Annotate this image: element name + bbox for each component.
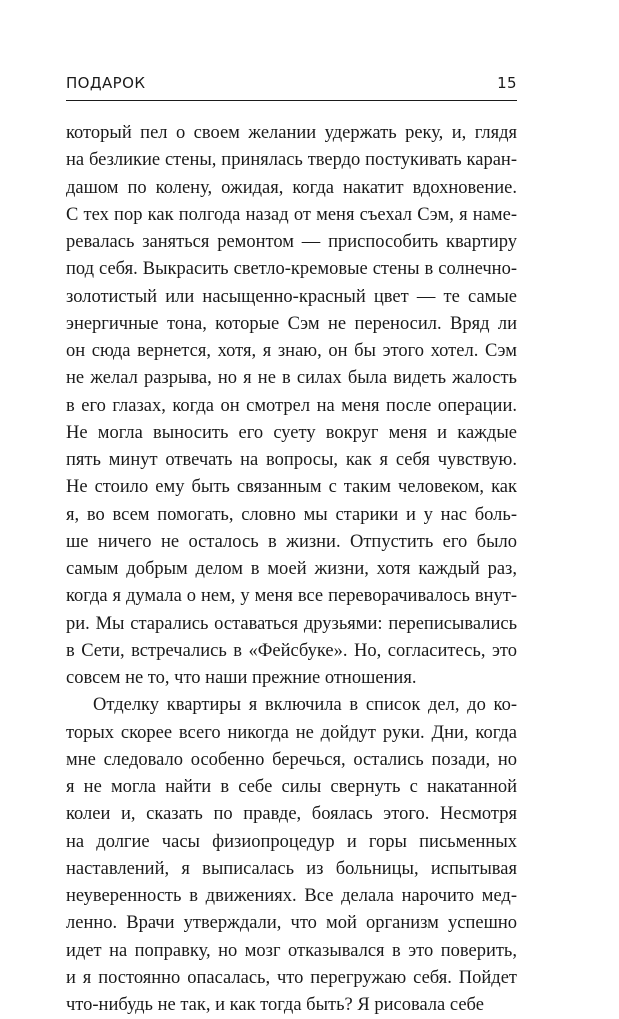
text-line: ревалась заняться ремонтом — приспособить квартиру	[66, 232, 517, 252]
paragraph	[66, 692, 517, 1019]
text-line: и я постоянно опасалась, что перегружаю себя. Пойдет	[66, 967, 517, 988]
text-line: я, во всем помогать, словно мы старики и у нас боль-	[66, 504, 517, 525]
text-line: ше ничего не осталось в жизни. Отпустить его было	[66, 531, 517, 552]
text-line: в его глазах, когда он смотрел на меня после операции.	[66, 395, 517, 416]
text-line: он сюда вернется, хотя, я знаю, он бы этого хотел. Сэм	[66, 341, 517, 361]
running-head	[66, 74, 517, 96]
text-line: энергичные тона, которые Сэм не переносил. Вряд ли	[66, 313, 517, 334]
text-line: самым добрым делом в моей жизни, хотя каждый раз,	[66, 559, 517, 579]
text-line: на долгие часы физиопроцедур и горы письменных	[66, 831, 517, 852]
text-line: идет на поправку, но мозг отказывался в это поверить,	[66, 940, 517, 961]
text-line: колеи и, сказать по правде, боялась этого. Несмотря	[66, 804, 517, 825]
text-line: когда я думала о нем, у меня все переворачивалось внут-	[66, 586, 517, 607]
text-line: Отделку квартиры я включила в список дел, до ко-	[93, 695, 517, 716]
header-rule	[66, 100, 517, 101]
text-line: торых скорее всего никогда не дойдут руки. Дни, когда	[66, 722, 517, 743]
text-line: дашом по колену, ожидая, когда накатит вдохновение.	[66, 177, 517, 198]
text-line: пять минут отвечать на вопросы, как я себя чувствую.	[66, 450, 517, 470]
text-line: я не могла найти в себе силы свернуть с накатанной	[66, 777, 517, 797]
text-line: ри. Мы старались оставаться друзьями: переписывались	[66, 613, 517, 634]
text-line: С тех пор как полгода назад от меня съехал Сэм, я наме-	[66, 204, 517, 225]
text-line: в Сети, встречались в «Фейсбуке». Но, согласитесь, это	[66, 640, 517, 661]
text-line: не желал разрыва, но я не в силах была видеть жалость	[66, 368, 517, 389]
text-line: ленно. Врачи утверждали, что мой организм успешно	[66, 913, 517, 934]
chapter-title: ПОДАРОК	[66, 74, 146, 92]
text-line: который пел о своем желании удержать реку, и, глядя	[66, 123, 517, 143]
text-line: совсем не то, что наши прежние отношения.	[66, 668, 417, 688]
body-text	[66, 120, 517, 1019]
text-line: неуверенность в движениях. Все делала нарочито мед-	[66, 886, 517, 906]
paragraph	[66, 120, 517, 692]
text-line: под себя. Выкрасить светло-кремовые стены в солнечно-	[66, 259, 517, 280]
text-line: наставлений, я выписалась из больницы, испытывая	[66, 858, 517, 879]
text-line: Не могла выносить его суету вокруг меня и каждые	[66, 422, 517, 443]
text-line: мне следовало особенно беречься, остались позади, но	[66, 749, 517, 770]
text-line: золотистый или насыщенно-красный цвет — те самые	[66, 286, 517, 307]
text-line: Не стоило ему быть связанным с таким человеком, как	[66, 477, 517, 498]
text-line: на безликие стены, принялась твердо постукивать каран-	[66, 150, 517, 171]
text-line: что-нибудь не так, и как тогда быть? Я рисовала себе	[66, 995, 484, 1015]
page-number: 15	[497, 74, 517, 92]
